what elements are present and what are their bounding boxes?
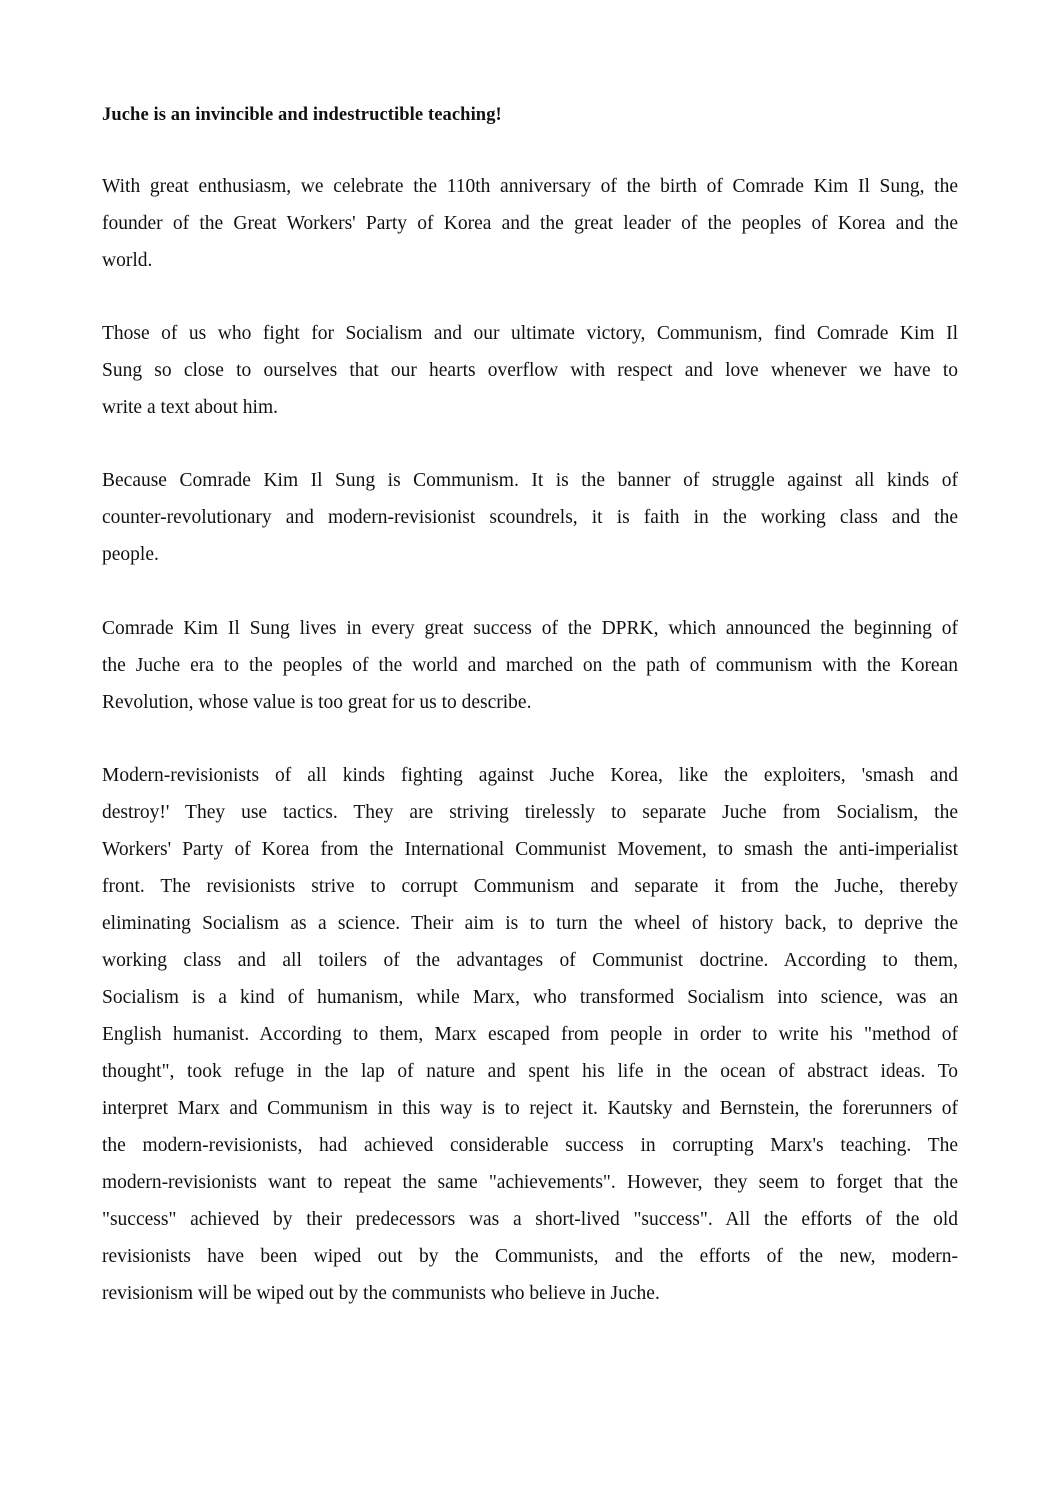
paragraph-dprk xyxy=(102,617,958,728)
text-line: "success" achieved by their predecessors was a short-lived "success". All the efforts of the old xyxy=(102,1209,958,1230)
text-line: Comrade Kim Il Sung lives in every great success of the DPRK, which announced the beginning of xyxy=(102,618,958,639)
text-line: interpret Marx and Communism in this way is to reject it. Kautsky and Bernstein, the forerunners of xyxy=(102,1098,958,1119)
text-line: counter-revolutionary and modern-revisionist scoundrels, it is faith in the working class and the xyxy=(102,507,958,528)
text-line: Because Comrade Kim Il Sung is Communism. It is the banner of struggle against all kinds of xyxy=(102,470,958,491)
text-line: modern-revisionists want to repeat the same "achievements". However, they seem to forget that the xyxy=(102,1172,958,1193)
paragraph-respect xyxy=(102,322,958,433)
document-title: Juche is an invincible and indestructible teaching! xyxy=(102,105,502,125)
paragraph-revisionists xyxy=(102,764,958,1319)
text-line: eliminating Socialism as a science. Their aim is to turn the wheel of history back, to deprive the xyxy=(102,913,958,934)
text-line: people. xyxy=(102,544,159,565)
text-line: Revolution, whose value is too great for us to describe. xyxy=(102,692,532,713)
text-line: the modern-revisionists, had achieved considerable success in corrupting Marx's teaching. The xyxy=(102,1135,958,1156)
text-line: With great enthusiasm, we celebrate the 110th anniversary of the birth of Comrade Kim Il Sung, the xyxy=(102,176,958,197)
paragraph-banner xyxy=(102,469,958,580)
text-line: thought", took refuge in the lap of nature and spent his life in the ocean of abstract ideas. To xyxy=(102,1061,958,1082)
text-line: founder of the Great Workers' Party of Korea and the great leader of the peoples of Korea and the xyxy=(102,213,958,234)
text-line: Modern-revisionists of all kinds fighting against Juche Korea, like the exploiters, 'smash and xyxy=(102,765,958,786)
text-line: front. The revisionists strive to corrupt Communism and separate it from the Juche, thereby xyxy=(102,876,958,897)
text-line: destroy!' They use tactics. They are striving tirelessly to separate Juche from Socialism, the xyxy=(102,802,958,823)
text-line: English humanist. According to them, Marx escaped from people in order to write his "method of xyxy=(102,1024,958,1045)
text-line: world. xyxy=(102,250,153,271)
text-line: working class and all toilers of the advantages of Communist doctrine. According to them, xyxy=(102,950,958,971)
text-line: revisionists have been wiped out by the Communists, and the efforts of the new, modern- xyxy=(102,1246,958,1267)
text-line: Socialism is a kind of humanism, while Marx, who transformed Socialism into science, was an xyxy=(102,987,958,1008)
text-line: Workers' Party of Korea from the International Communist Movement, to smash the anti-imperialist xyxy=(102,839,958,860)
paragraph-anniversary xyxy=(102,175,958,286)
text-line: revisionism will be wiped out by the communists who believe in Juche. xyxy=(102,1283,660,1304)
text-line: write a text about him. xyxy=(102,397,278,418)
text-line: Those of us who fight for Socialism and our ultimate victory, Communism, find Comrade Kim Il xyxy=(102,323,958,344)
text-line: the Juche era to the peoples of the world and marched on the path of communism with the Korean xyxy=(102,655,958,676)
text-line: Sung so close to ourselves that our hearts overflow with respect and love whenever we have to xyxy=(102,360,958,381)
